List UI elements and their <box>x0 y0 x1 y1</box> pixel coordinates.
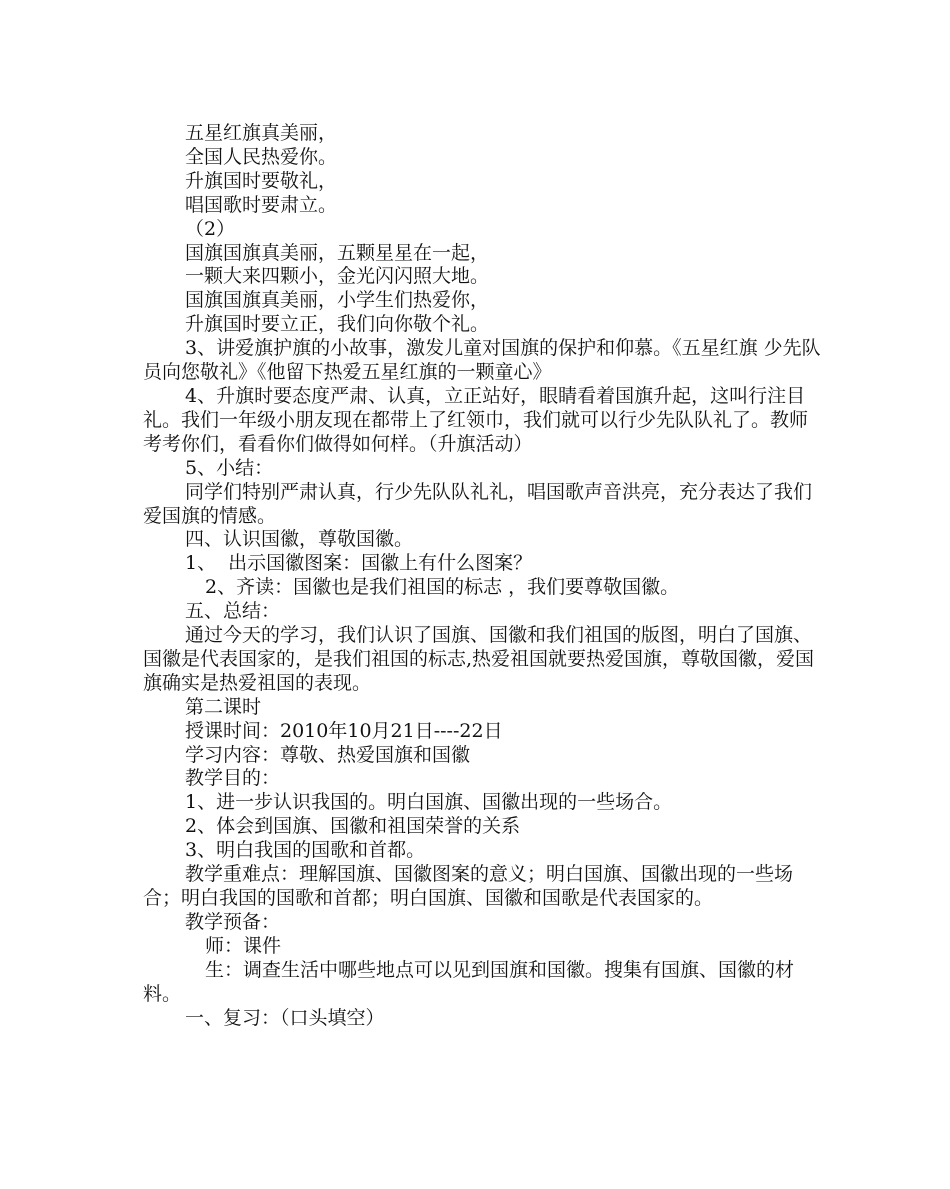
section-heading: 五、总结： <box>185 600 281 623</box>
text-line: 5、小结： <box>185 456 274 479</box>
text-line: 学习内容：尊敬、热爱国旗和国徽 <box>185 743 471 766</box>
text-line: 1、进一步认识我国的。明白国旗、国徽出现的一些场合。 <box>185 791 673 814</box>
paragraph: 教学重难点：理解国旗、国徽图案的意义；明白国旗、国徽出现的一些场合；明白我国的国歌和首都；明白国旗、国徽和国歌是代表国家的。 <box>143 863 794 909</box>
text-line: 教学预备： <box>185 910 281 933</box>
text-line: 升旗国时要敬礼， <box>185 169 338 192</box>
paragraph: 同学们特别严肃认真，行少先队队礼礼，唱国歌声音洪亮，充分表达了我们爱国旗的情感。 <box>143 480 813 527</box>
paragraph: 3、讲爱旗护旗的小故事，激发儿童对国旗的保护和仰慕。《五星红旗 少先队员向您敬礼》《他留下热爱五星红旗的一颗童心》 <box>143 337 821 384</box>
text-line: 1、 出示国徽图案：国徽上有什么图案？ <box>185 552 533 575</box>
text-line: 全国人民热爱你。 <box>185 145 338 168</box>
text-line: 国旗国旗真美丽，小学生们热爱你， <box>185 289 490 312</box>
text-line: 教学目的： <box>185 767 281 790</box>
text-line: （2） <box>185 217 236 240</box>
text-line: 2、齐读：国徽也是我们祖国的标志 ，我们要尊敬国徽。 <box>205 576 680 599</box>
text-line: 一颗大来四颗小，金光闪闪照大地。 <box>185 265 490 288</box>
text-line: 3、明白我国的国歌和首都。 <box>185 839 426 862</box>
paragraph: 生：调查生活中哪些地点可以见到国旗和国徽。搜集有国旗、国徽的材料。 <box>143 958 795 1005</box>
text-line: 授课时间：2010年10月21日----22日 <box>185 719 503 742</box>
paragraph: 通过今天的学习，我们认识了国旗、国徽和我们祖国的版图，明白了国旗、国徽是代表国家的，是我们祖国的标志,热爱祖国就要热爱国旗，尊敬国徽，爱国旗确实是热爱祖国的表现。 <box>143 624 815 694</box>
text-line: 升旗国时要立正，我们向你敬个礼。 <box>185 313 490 336</box>
text-line: 国旗国旗真美丽，五颗星星在一起， <box>185 241 490 264</box>
document-body <box>143 122 823 1030</box>
text-line: 五星红旗真美丽， <box>185 122 338 144</box>
section-heading: 四、认识国徽，尊敬国徽。 <box>185 528 414 551</box>
text-line: 师：课件 <box>205 934 282 957</box>
lesson-heading: 第二课时 <box>185 695 262 718</box>
text-line: 2、体会到国旗、国徽和祖国荣誉的关系 <box>185 815 521 838</box>
paragraph: 4、升旗时要态度严肃、认真，立正站好，眼睛看着国旗升起，这叫行注目礼。我们一年级小朋友现在都带上了红领巾，我们就可以行少先队队礼了。教师考考你们，看看你们做得如何样。（升旗活动） <box>143 384 809 455</box>
section-heading: 一、复习：（口头填空） <box>185 1006 385 1029</box>
text-line: 唱国歌时要肃立。 <box>185 193 338 216</box>
